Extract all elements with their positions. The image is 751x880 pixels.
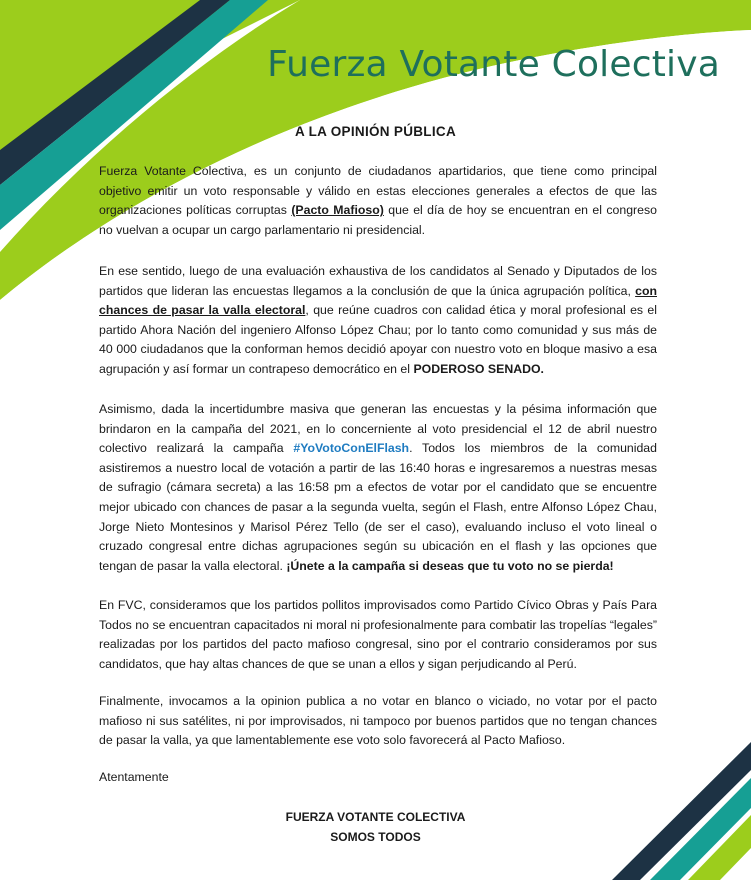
p1-pacto-mafioso: (Pacto Mafioso) (291, 203, 384, 218)
paragraph-5: Finalmente, invocamos a la opinion publica a no votar en blanco o viciado, no votar por el pacto mafioso ni sus satélites, ni por improvisados, ni tampoco por buenos partidos que no tengan chances de pasar la valla, ya que lamentablemente ese voto solo favorecerá al Pacto Mafioso. (99, 694, 657, 748)
p2-chances-valla: con chances de pasar la valla electoral (99, 283, 657, 318)
signature-motto: SOMOS TODOS (330, 830, 421, 844)
p3-text-c: . Todos los miembros de la comunidad asistiremos a nuestro local de votación a partir de las 16:40 horas e ingresaremos a nuestras mesas de sufragio (cámara secreta) a las 16:58 pm a efectos de votar por el candidato que se encuentre mejor ubicado con chances de pasar a la segunda vuelta, según el Flash, entre Alfonso López Chau, Jorge Nieto Montesinos y Marisol Pérez Tello (de ser el caso), evaluando incluso el voto lineal o cruzado congresal entre dichas agrupaciones según su ubicación en el flash y las opciones que tengan de pasar la valla electoral. (99, 441, 657, 573)
p3-hashtag: #YoVotoConElFlash (293, 441, 410, 456)
p2-text-c: , que reúne cuadros con calidad ética y moral profesional es el partido Ahora Nación del ingeniero Alfonso López Chau; por lo tanto como comunidad y sus más de 40 000 ciudadanos que la conforman hemos decidió apoyar con nuestro voto en bloque masivo a esa agrupación y así formar un contrapeso democrático en el (99, 303, 657, 376)
paragraph-2 (99, 262, 657, 380)
p1-text-a: Fuerza Votante Colectiva, es un conjunto de ciudadanos apartidarios, que tiene como principal objetivo emitir un voto responsable y válido en estas elecciones generales a efectos de que las organizaciones políticas corruptas (99, 164, 657, 218)
p3-text-a: Asimismo, dada la incertidumbre masiva que generan las encuestas y la pésima información que brindaron en la campaña del 2021, en lo concerniente al voto presidencial el 12 de abril nuestro colectivo realizará la campaña (99, 402, 657, 456)
signature-name: FUERZA VOTANTE COLECTIVA (285, 810, 466, 824)
p1-text-c: que el día de hoy se encuentran en el congreso no vuelvan a ocupar un cargo parlamentario ni presidencial. (99, 203, 657, 237)
brand-title: Fuerza Votante Colectiva (267, 44, 720, 85)
paragraph-4: En FVC, consideramos que los partidos pollitos improvisados como Partido Cívico Obras y País Para Todos no se encuentran capacitados ni moral ni profesionalmente para combatir las tropelías “legales” realizadas por los partidos del pacto mafioso congresal, sino por el contrario consideramos por sus candidatos, que hay altas chances de que se unan a ellos y sigan perjudicando al Perú. (99, 598, 657, 671)
p2-text-a: En ese sentido, luego de una evaluación exhaustiva de los candidatos al Senado y Diputados de los partidos que lideran las encuestas llegamos a la conclusión de que la única agrupación política, (99, 264, 657, 298)
paragraph-1 (99, 162, 657, 240)
p3-call-to-action: ¡Únete a la campaña si deseas que tu voto no se pierda! (286, 558, 614, 573)
closing: Atentamente (99, 770, 169, 784)
paragraph-3 (99, 400, 657, 576)
letter-heading: A LA OPINIÓN PÚBLICA (295, 124, 456, 139)
p2-poderoso-senado: PODEROSO SENADO. (413, 361, 544, 376)
